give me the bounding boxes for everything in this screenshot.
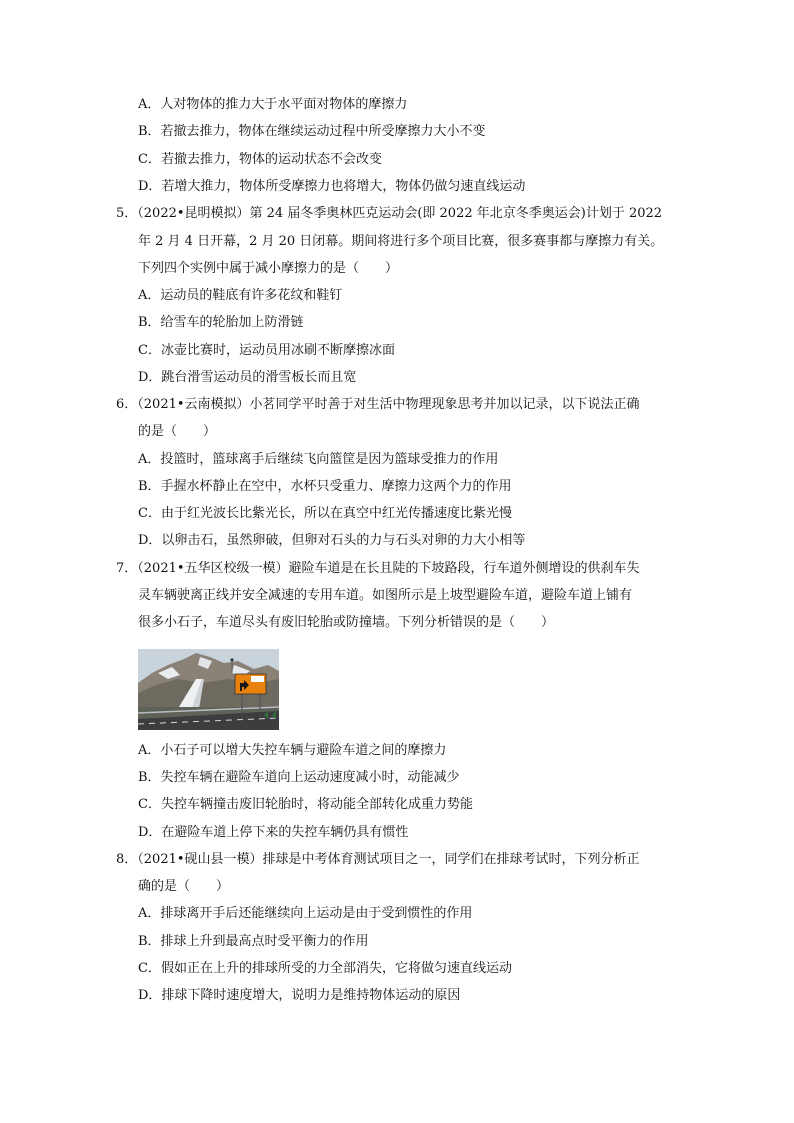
q7-option-a: A．小石子可以增大失控车辆与避险车道之间的摩擦力: [138, 743, 447, 758]
q4-option-d: D．若增大推力，物体所受摩擦力也将增大，物体仍做匀速直线运动: [138, 179, 526, 194]
q6-stem-line-2: 的是（ ）: [138, 424, 217, 439]
q5-option-c: C．冰壶比赛时，运动员用冰刷不断摩擦冰面: [138, 343, 395, 358]
q8-option-a: A．排球离开手后还能继续向上运动是由于受到惯性的作用: [138, 906, 473, 921]
q5-stem-line-3: 下列四个实例中属于减小摩擦力的是（ ）: [138, 261, 399, 276]
escape-ramp-photo: [138, 649, 279, 730]
q7-option-d: D．在避险车道上停下来的失控车辆仍具有惯性: [138, 825, 409, 840]
q8-option-b: B．排球上升到最高点时受平衡力的作用: [138, 934, 369, 949]
q6-stem-line-1: 6．（2021•云南模拟）小茗同学平时善于对生活中物理现象思考并加以记录，以下说法正确: [116, 397, 640, 412]
q5-option-b: B．给雪车的轮胎加上防滑链: [138, 315, 304, 330]
q8-option-d: D．排球下降时速度增大，说明力是维持物体运动的原因: [138, 988, 461, 1003]
q6-option-b: B．手握水杯静止在空中，水杯只受重力、摩擦力这两个力的作用: [138, 479, 512, 494]
q8-option-c: C．假如正在上升的排球所受的力全部消失，它将做匀速直线运动: [138, 961, 512, 976]
q4-option-c: C．若撤去推力，物体的运动状态不会改变: [138, 152, 382, 167]
q8-stem-line-1: 8．（2021•砚山县一模）排球是中考体育测试项目之一，同学们在排球考试时，下列分析正: [116, 852, 640, 867]
q5-stem-line-2: 年 2 月 4 日开幕，2 月 20 日闭幕。期间将进行多个项目比赛，很多赛事都与摩擦力有关。: [138, 234, 664, 249]
q8-stem-line-2: 确的是（ ）: [138, 879, 230, 894]
q6-option-c: C．由于红光波长比紫光长，所以在真空中红光传播速度比紫光慢: [138, 506, 512, 521]
q6-option-a: A．投篮时，篮球离手后继续飞向篮筐是因为篮球受推力的作用: [138, 452, 499, 467]
q4-option-a: A．人对物体的推力大于水平面对物体的摩擦力: [138, 97, 408, 112]
q7-option-b: B．失控车辆在避险车道向上运动速度减小时，动能减少: [138, 770, 460, 785]
q6-option-d: D．以卵击石，虽然卵破，但卵对石头的力与石头对卵的力大小相等: [138, 533, 526, 548]
q7-stem-line-3: 很多小石子，车道尽头有废旧轮胎或防撞墙。下列分析错误的是（ ）: [138, 615, 555, 630]
q5-option-d: D．跳台滑雪运动员的滑雪板长而且宽: [138, 370, 357, 385]
q7-option-c: C．失控车辆撞击废旧轮胎时，将动能全部转化成重力势能: [138, 797, 473, 812]
q7-stem-line-1: 7．（2021•五华区校级一模）避险车道是在长且陡的下坡路段，行车道外侧增设的供刹车失: [116, 561, 640, 576]
q4-option-b: B．若撤去推力，物体在继续运动过程中所受摩擦力大小不变: [138, 124, 486, 139]
q5-stem-line-1: 5．（2022•昆明模拟）第 24 届冬季奥林匹克运动会(即 2022 年北京冬季奥运会)计划于 2022: [116, 206, 663, 221]
q7-stem-line-2: 灵车辆驶离正线并安全减速的专用车道。如图所示是上坡型避险车道，避险车道上铺有: [138, 588, 633, 603]
q5-option-a: A．运动员的鞋底有许多花纹和鞋钉: [138, 288, 343, 303]
